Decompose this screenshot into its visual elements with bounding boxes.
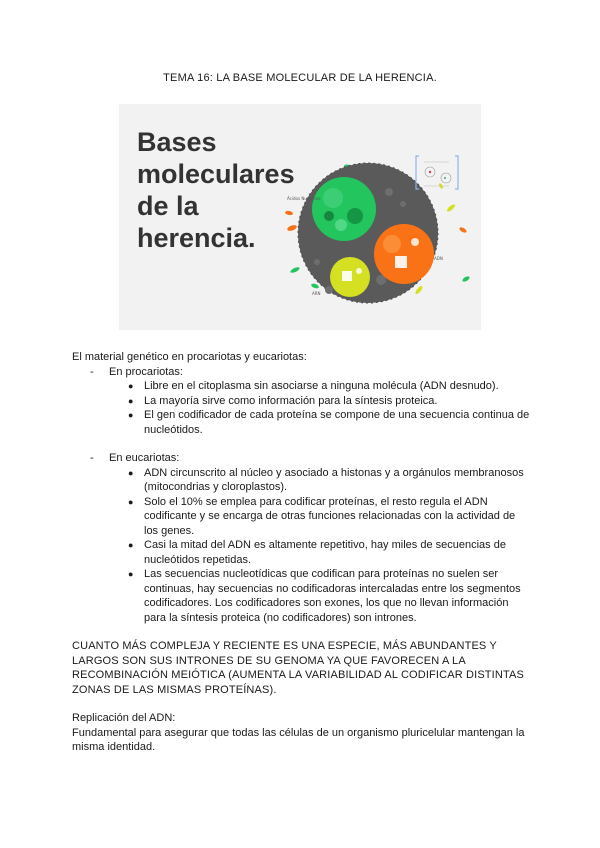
eucariotas-heading: - En eucariotas: xyxy=(90,452,180,464)
intro-text: El material genético en procariotas y eucariotas: xyxy=(72,351,307,363)
document-title: TEMA 16: LA BASE MOLECULAR DE LA HERENCIA. xyxy=(163,72,437,84)
list-item: ● Libre en el citoplasma sin asociarse a ninguna molécula (ADN desnudo). xyxy=(128,380,499,392)
list-item: ● El gen codificador de cada proteína se compone de una secuencia continua de nucleótidos. xyxy=(128,409,530,436)
label-adn: ADN xyxy=(434,256,443,261)
hero-illustration xyxy=(119,104,481,330)
replicacion-heading: Replicación del ADN: xyxy=(72,712,176,724)
hero-image xyxy=(119,104,481,330)
document-body xyxy=(72,350,532,755)
label-arn: ARN xyxy=(312,291,321,296)
list-item: ● Solo el 10% se emplea para codificar proteínas, el resto regula el ADN codificante y se encarga de otras funciones relacionadas con la actividad de los genes. xyxy=(128,495,516,537)
list-item: ● Casi la mitad del ADN es altamente repetitivo, hay miles de secuencias de nucleótidos repetidas. xyxy=(128,539,506,566)
hero-title: Bases moleculares de la herencia. xyxy=(137,127,295,253)
caps-paragraph: CUANTO MÁS COMPLEJA Y RECIENTE ES UNA ESPECIE, MÁS ABUNDANTES Y LARGOS SON SUS INTRONES DE SU GENOMA YA QUE FAVORECEN A LA RECOMBINACIÓN MEIÓTICA (AUMENTA LA VARIABILIDAD AL CODIFICAR DISTINTAS ZONAS DE LAS MISMAS PROTEÍNAS). xyxy=(72,640,524,696)
replicacion-text: Fundamental para asegurar que todas las células de un organismo pluricelular mantengan la misma identidad. xyxy=(72,726,525,753)
orange-circle xyxy=(374,224,434,284)
mini-diagram-frame xyxy=(416,156,458,189)
procariotas-heading: - En procariotas: xyxy=(90,365,183,378)
green-circle xyxy=(312,177,376,241)
list-item: ● La mayoría sirve como información para la síntesis proteica. xyxy=(128,394,438,407)
procariotas-list xyxy=(72,379,532,437)
label-acidos-nucleicos: Ácidos Nucleicos xyxy=(287,196,321,201)
list-item: ● ADN circunscrito al núcleo y asociado a histonas y a orgánulos membranosos (mitocondrias y cloroplastos). xyxy=(128,466,524,493)
yellow-circle xyxy=(330,257,370,297)
list-item: ● Las secuencias nucleotídicas que codifican para proteínas no suelen ser continuas, hay secuencias no codificadoras intercaladas entre los segmentos codificadores. Los codificadores son exones, los que no llevan información para la síntesis proteica (no codificadores) son intrones. xyxy=(128,568,521,624)
eucariotas-list xyxy=(72,466,532,626)
